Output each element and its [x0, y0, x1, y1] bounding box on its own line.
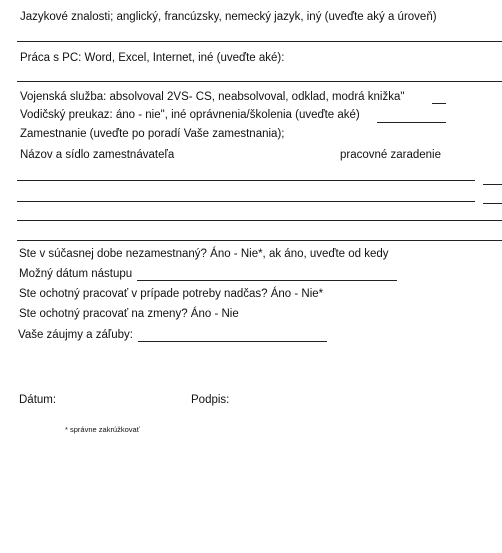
driving-license-input-line[interactable]	[377, 122, 446, 123]
position-column-label: pracovné zaradenie	[340, 149, 442, 161]
employment-row-2-position-line[interactable]	[483, 203, 502, 204]
overtime-question: Ste ochotný pracovať v prípade potreby nadčas? Áno - Nie*	[19, 288, 324, 300]
date-label: Dátum:	[19, 394, 57, 406]
pc-skills-input-line[interactable]	[17, 81, 502, 82]
military-service-label: Vojenská služba: absolvoval 2VS- CS, neabsolvoval, odklad, modrá knižka"	[20, 91, 405, 103]
employment-row-3-line[interactable]	[17, 220, 502, 221]
pc-skills-label: Práca s PC: Word, Excel, Internet, iné (uveďte aké):	[20, 52, 285, 64]
shifts-question: Ste ochotný pracovať na zmeny? Áno - Nie	[19, 308, 239, 320]
start-date-label: Možný dátum nástupu	[19, 268, 133, 280]
hobbies-label: Vaše záujmy a záľuby:	[18, 329, 133, 341]
employment-row-1-line[interactable]	[17, 180, 475, 181]
signature-label: Podpis:	[191, 394, 230, 406]
employment-row-4-line[interactable]	[17, 240, 502, 241]
languages-input-line[interactable]	[17, 41, 502, 42]
employment-label: Zamestnanie (uveďte po poradí Vaše zamestnania);	[20, 128, 285, 140]
languages-label: Jazykové znalosti; anglický, francúzsky, nemecký jazyk, iný (uveďte aký a úroveň)	[20, 11, 437, 23]
employment-row-2-line[interactable]	[17, 201, 475, 202]
footnote: * správne zakrúžkovať	[65, 425, 140, 434]
employer-column-label: Názov a sídlo zamestnávateľa	[20, 149, 175, 161]
military-service-input-line[interactable]	[432, 103, 446, 104]
unemployed-question: Ste v súčasnej dobe nezamestnaný? Áno - Nie*, ak áno, uveďte od kedy	[19, 248, 389, 260]
hobbies-input-line[interactable]	[138, 341, 327, 342]
driving-license-label: Vodičský preukaz: áno - nie", iné oprávnenia/školenia (uveďte aké)	[20, 109, 360, 121]
employment-row-1-position-line[interactable]	[483, 184, 502, 185]
start-date-input-line[interactable]	[137, 280, 397, 281]
